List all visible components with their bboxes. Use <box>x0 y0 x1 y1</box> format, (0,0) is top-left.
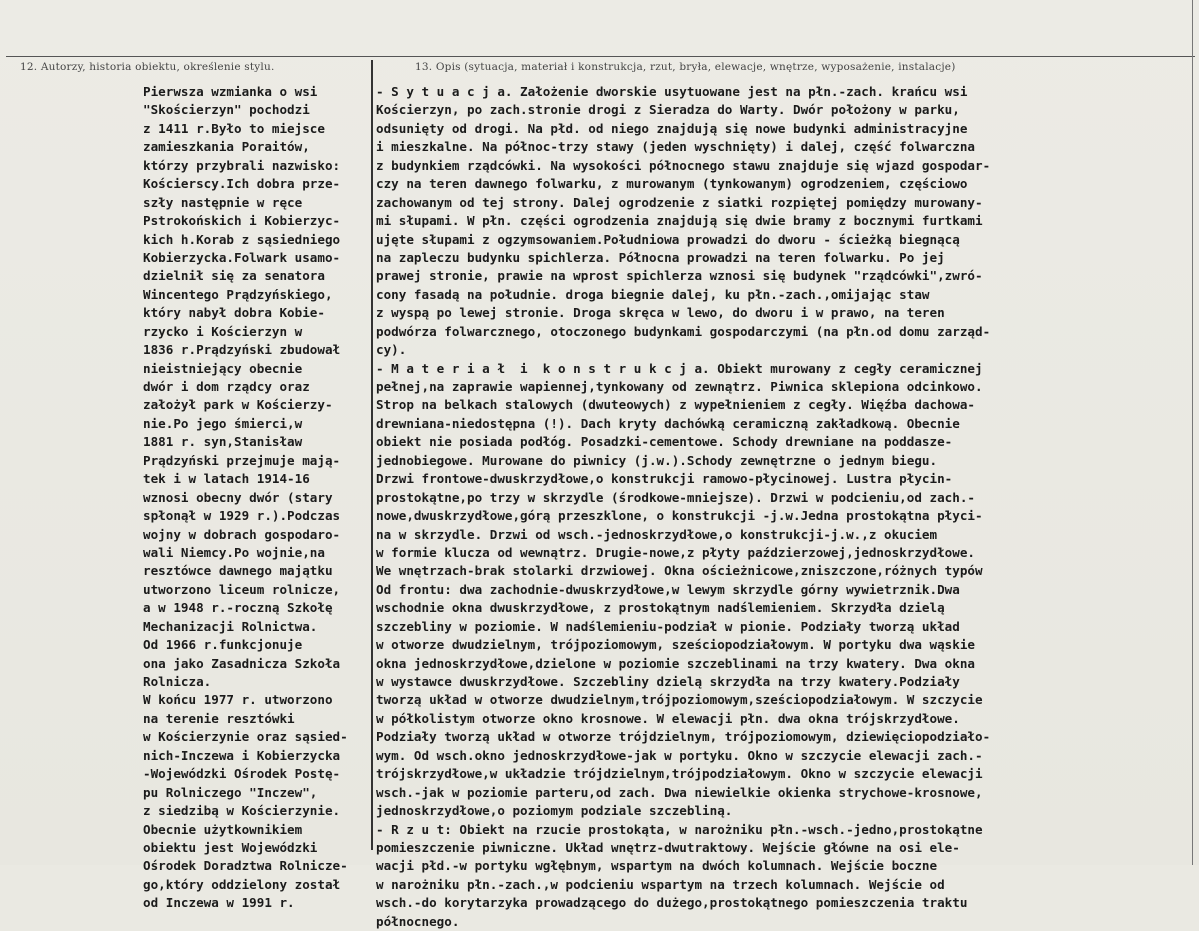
description-line: drewniana-niedostępna (!). Dach kryty dachówką ceramiczną zakładkową. Obecnie <box>376 415 960 431</box>
history-line: który nabył dobra Kobie- <box>143 305 325 321</box>
history-line: dwór i dom rządcy oraz <box>143 379 310 394</box>
description-line: szczebliny w poziomie. W nadślemieniu-podział w pionie. Podziały tworzą układ <box>376 618 960 634</box>
description-line: pomieszczenie piwniczne. Układ wnętrz-dwutraktowy. Wejście główne na osi ele- <box>376 839 960 855</box>
description-line: na w skrzydle. Drzwi od wsch.-jednoskrzydłowe,o konstrukcji-j.w.,z okuciem <box>376 526 938 542</box>
description-line: We wnętrzach-brak stolarki drzwiowej. Okna ościeżnicowe,zniszczone,różnych typów <box>376 563 983 579</box>
description-line: w wystawce dwuskrzydłowe. Szczebliny dzielą skrzydła na trzy kwatery.Podziały <box>376 674 960 689</box>
history-line: Prądzyński przejmuje mają- <box>143 452 341 468</box>
description-line: zachowanym od tej strony. Dalej ogrodzenie z siatki rozpiętej pomiędzy murowany- <box>376 194 983 210</box>
history-line: ona jako Zasadnicza Szkoła <box>143 655 341 671</box>
description-line: Podziały tworzą układ w otworze trójdzielnym, trójpoziomowym, dziewięciopodziało- <box>376 729 991 745</box>
description-line: w otworze dwudzielnym, trójpoziomowym, sześciopodziałowym. W portyku dwa wąskie <box>376 637 975 653</box>
description-line: cy). <box>376 342 407 358</box>
description-line: na zapleczu budynku spichlerza. Północna prowadzi na teren folwarku. Po jej <box>376 249 945 265</box>
history-line: Od 1966 r.funkcjonuje <box>143 637 303 653</box>
right-border <box>1192 0 1193 865</box>
history-line: założył park w Kościerzy- <box>143 397 333 413</box>
description-line: z budynkiem rządcówki. Na wysokości północnego stawu znajduje się wjazd gospodar- <box>376 157 991 173</box>
section-12-label: 12. Autorzy, historia obiektu, określenie stylu. <box>20 61 275 73</box>
history-line: wali Niemcy.Po wojnie,na <box>143 544 325 560</box>
history-line: -Wojewódzki Ośrodek Postę- <box>143 766 341 782</box>
description-line: i mieszkalne. Na północ-trzy stawy (jeden wyschnięty) i dalej, część folwarczna <box>376 139 975 155</box>
description-line: w formie klucza od wewnątrz. Drugie-nowe,z płyty paździerzowej,jednoskrzydłowe. <box>376 544 975 560</box>
description-line: Drzwi frontowe-dwuskrzydłowe,o konstrukcji ramowo-płycinowej. Lustra płycin- <box>376 471 953 487</box>
history-line: tek i w latach 1914-16 <box>143 471 310 487</box>
description-line: Kościerzyn, po zach.stronie drogi z Sieradza do Warty. Dwór położony w parku, <box>376 102 960 118</box>
history-line: z siedzibą w Kościerzynie. <box>143 803 341 819</box>
description-line: w półkolistym otworze okno krosnowe. W elewacji płn. dwa okna trójskrzydłowe. <box>376 710 960 726</box>
section-13-label: 13. Opis (sytuacja, materiał i konstrukcja, rzut, bryła, elewacje, wnętrze, wyposażenie, instalacje) <box>415 61 956 73</box>
description-line: - S y t u a c j a. Założenie dworskie usytuowane jest na płn.-zach. krańcu wsi <box>376 84 968 99</box>
history-line: od Inczewa w 1991 r. <box>143 895 295 911</box>
history-line: nich-Inczewa i Kobierzycka <box>143 747 341 763</box>
history-line: Pierwsza wzmianka o wsi <box>143 84 318 99</box>
description-line: północnego. <box>376 913 460 929</box>
history-line: Rolnicza. <box>143 674 212 689</box>
description-line: okna jednoskrzydłowe,dzielone w poziomie szczeblinami na trzy kwatery. Dwa okna <box>376 655 975 671</box>
description-line: prostokątne,po trzy w skrzydle (środkowe-mniejsze). Drzwi w podcieniu,od zach.- <box>376 489 975 505</box>
description-line: z wyspą po lewej stronie. Droga skręca w lewo, do dworu i w prawo, na teren <box>376 305 945 321</box>
history-line: pu Rolniczego "Inczew", <box>143 784 318 800</box>
history-line: szły następnie w ręce <box>143 194 303 210</box>
history-line: z 1411 r.Było to miejsce <box>143 120 325 136</box>
column-divider <box>371 60 373 850</box>
history-line: Kobierzycka.Folwark usamo- <box>143 249 341 265</box>
history-line: dzielnił się za senatora <box>143 268 325 284</box>
history-line: kich h.Korab z sąsiedniego <box>143 231 341 247</box>
history-line: spłonął w 1929 r.).Podczas <box>143 508 341 524</box>
description-line: w narożniku płn.-zach.,w podcieniu wspartym na trzech kolumnach. Wejście od <box>376 876 945 892</box>
description-line: wschodnie okna dwuskrzydłowe, z prostokątnym nadślemieniem. Skrzydła dzielą <box>376 600 945 616</box>
history-line: Wincentego Prądzyńskiego, <box>143 286 333 302</box>
description-line: prawej stronie, prawie na wprost spichlerza wznosi się budynek "rządcówki",zwró- <box>376 268 983 284</box>
description-line: wsch.-jak w poziomie parteru,od zach. Dwa niewielkie okienka strychowe-krosnowe, <box>376 784 983 800</box>
description-text <box>376 83 1184 931</box>
history-line: nieistniejący obecnie <box>143 360 303 376</box>
description-line: czy na teren dawnego folwarku, z murowanym (tynkowanym) ogrodzeniem, częściowo <box>376 176 968 192</box>
description-line: Od frontu: dwa zachodnie-dwuskrzydłowe,w lewym skrzydle górny wywietrznik.Dwa <box>376 581 960 597</box>
history-line: Pstrokońskich i Kobierzyc- <box>143 213 341 229</box>
header-rule <box>6 56 1195 57</box>
history-line: na terenie resztówki <box>143 710 295 726</box>
description-line: wym. Od wsch.okno jednoskrzydłowe-jak w portyku. Okno w szczycie elewacji zach.- <box>376 747 983 763</box>
description-line: jednoskrzydłowe,o poziomym podziale szczebliną. <box>376 803 733 819</box>
description-line: pełnej,na zaprawie wapiennej,tynkowany od zewnątrz. Piwnica sklepiona odcinkowo. <box>376 379 983 394</box>
description-line: odsunięty od drogi. Na płd. od niego znajdują się nowe budynki administracyjne <box>376 120 968 136</box>
history-line: 1836 r.Prądzyński zbudował <box>143 342 341 358</box>
history-line: utworzono liceum rolnicze, <box>143 581 341 597</box>
description-line: jednobiegowe. Murowane do piwnicy (j.w.).Schody zewnętrzne o jednym biegu. <box>376 452 938 468</box>
description-line: wsch.-do korytarzyka prowadzącego do dużego,prostokątnego pomieszczenia traktu <box>376 895 968 911</box>
description-line: obiekt nie posiada podłóg. Posadzki-cementowe. Schody drewniane na poddasze- <box>376 434 953 450</box>
history-text <box>143 83 371 913</box>
history-line: rzycko i Kościerzyn w <box>143 323 303 339</box>
history-line: wznosi obecny dwór (stary <box>143 489 333 505</box>
history-line: Obecnie użytkownikiem <box>143 821 303 837</box>
history-line: go,który oddzielony został <box>143 876 341 892</box>
history-line: a w 1948 r.-roczną Szkołę <box>143 600 333 616</box>
description-line: wacji płd.-w portyku wgłębnym, wspartym na dwóch kolumnach. Wejście boczne <box>376 858 938 874</box>
description-line: Strop na belkach stalowych (dwuteowych) z wypełnieniem z cegły. Więźba dachowa- <box>376 397 975 413</box>
description-line: - M a t e r i a ł i k o n s t r u k c j a. Obiekt murowany z cegły ceramicznej <box>376 360 983 376</box>
history-line: obiektu jest Wojewódzki <box>143 839 318 855</box>
history-line: "Skościerzyn" pochodzi <box>143 102 310 118</box>
description-line: - R z u t: Obiekt na rzucie prostokąta, w narożniku płn.-wsch.-jedno,prostokątne <box>376 821 983 837</box>
history-line: resztówce dawnego majątku <box>143 563 333 579</box>
history-line: Kościerscy.Ich dobra prze- <box>143 176 341 192</box>
history-line: którzy przybrali nazwisko: <box>143 157 341 173</box>
history-line: nie.Po jego śmierci,w <box>143 415 303 431</box>
history-line: w Kościerzynie oraz sąsied- <box>143 729 348 745</box>
history-line: zamieszkania Poraitów, <box>143 139 310 155</box>
history-line: W końcu 1977 r. utworzono <box>143 692 333 708</box>
history-line: Mechanizacji Rolnictwa. <box>143 618 318 634</box>
description-line: ujęte słupami z ogzymsowaniem.Południowa prowadzi do dworu - ścieżką biegnącą <box>376 231 960 247</box>
description-line: nowe,dwuskrzydłowe,górą przeszklone, o konstrukcji -j.w.Jedna prostokątna płyci- <box>376 508 983 524</box>
description-line: podwórza folwarcznego, otoczonego budynkami gospodarczymi (na płn.od domu zarząd- <box>376 323 991 339</box>
history-line: Ośrodek Doradztwa Rolnicze- <box>143 858 348 874</box>
history-line: wojny w dobrach gospodaro- <box>143 526 341 542</box>
description-line: mi słupami. W płn. części ogrodzenia znajdują się dwie bramy z bocznymi furtkami <box>376 213 983 229</box>
description-line: cony fasadą na południe. droga biegnie dalej, ku płn.-zach.,omijając staw <box>376 286 930 302</box>
history-line: 1881 r. syn,Stanisław <box>143 434 303 450</box>
description-line: tworzą układ w otworze dwudzielnym,trójpoziomowym,sześciopodziałowym. W szczycie <box>376 692 983 708</box>
description-line: trójskrzydłowe,w układzie trójdzielnym,trójpodziałowym. Okno w szczycie elewacji <box>376 766 983 782</box>
